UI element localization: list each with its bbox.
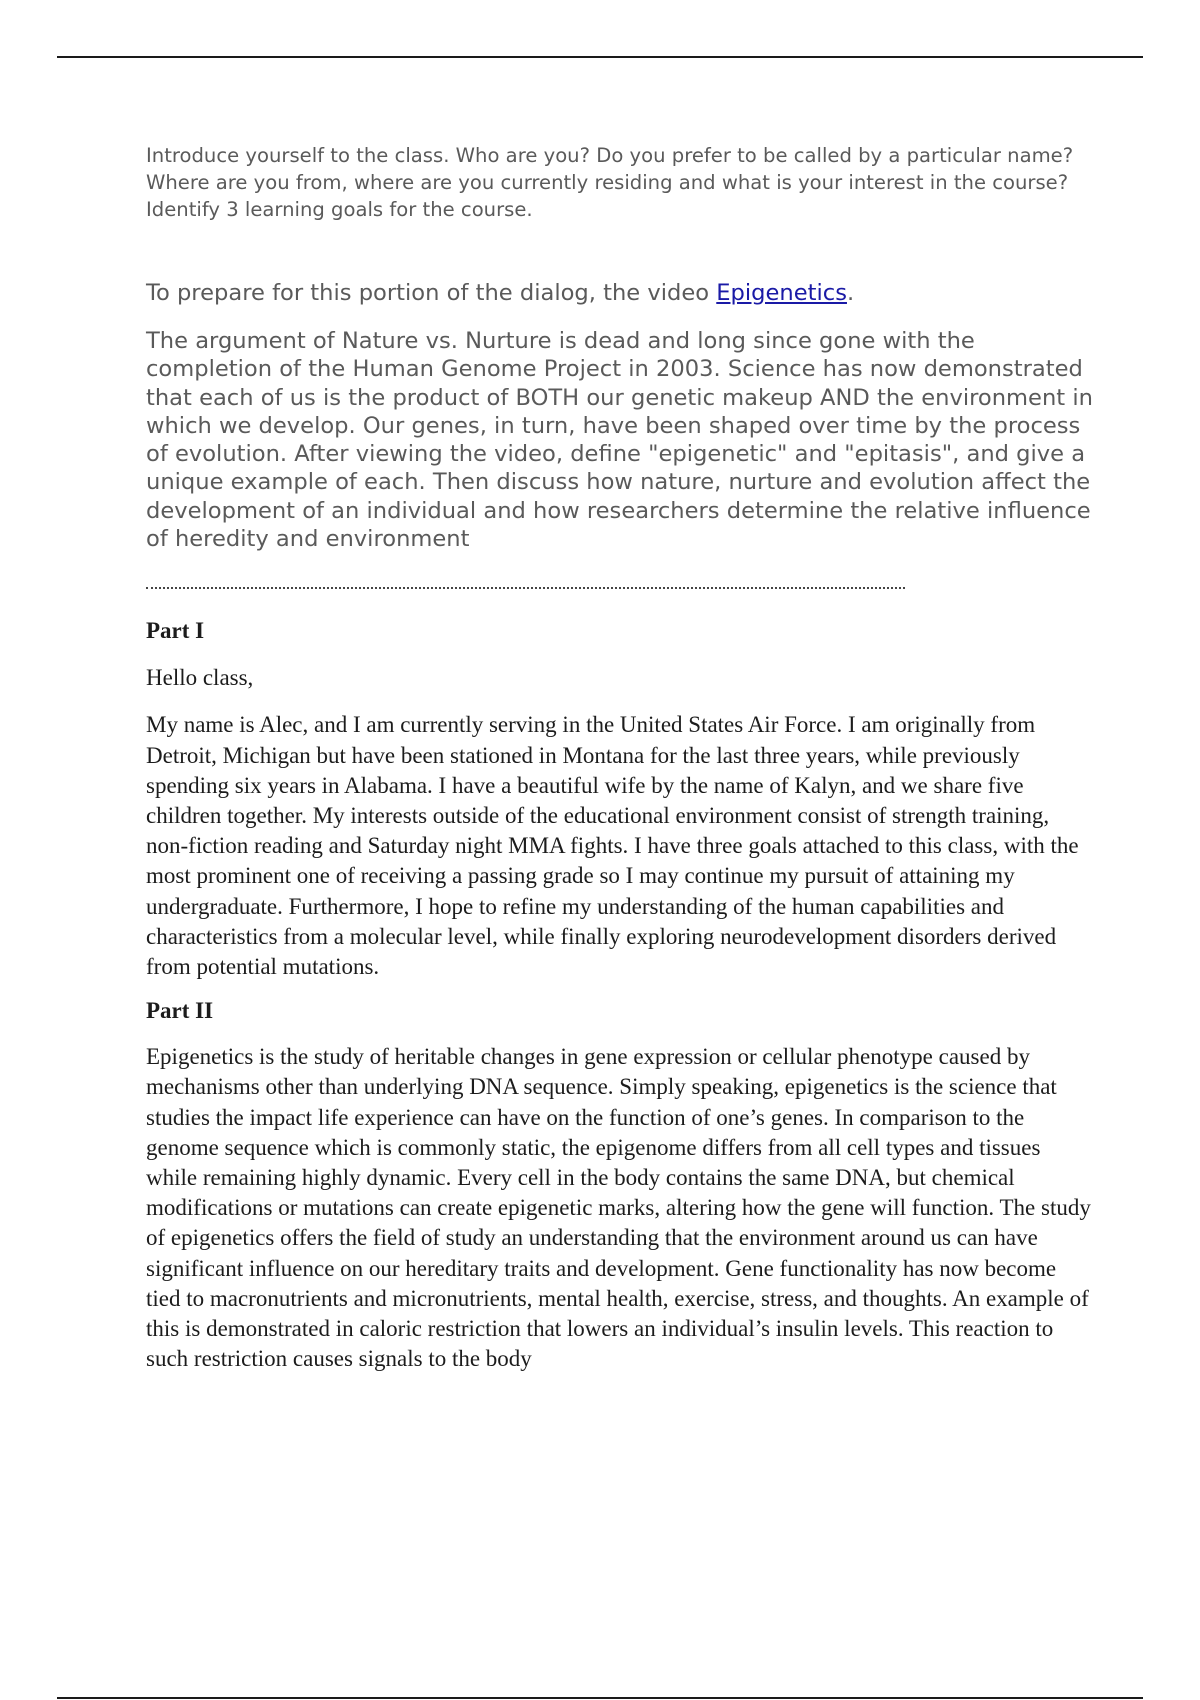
- document-page: [146, 142, 1096, 1374]
- epigenetics-video-link[interactable]: Epigenetics: [716, 280, 847, 306]
- part1-heading: Part I: [146, 618, 205, 644]
- video-suffix: .: [846, 280, 855, 306]
- bottom-rule: [57, 1697, 1143, 1699]
- prompt-intro: Introduce yourself to the class. Who are you? Do you prefer to be called by a particular name? Where are you from, where are you currently residing and what is your interest in the course? Identify 3 learning goals for the course.: [146, 144, 1074, 221]
- greeting: Hello class,: [146, 665, 254, 691]
- prompt-video-line: [146, 278, 1096, 308]
- part2-heading: Part II: [146, 998, 214, 1024]
- part1-body: My name is Alec, and I am currently serving in the United States Air Force. I am originally from Detroit, Michigan but have been stationed in Montana for the last three years, while previously spending six years in Alabama. I have a beautiful wife by the name of Kalyn, and we share five children together. My interests outside of the educational environment consist of strength training, non-fiction reading and Saturday night MMA fights. I have three goals attached to this class, with the most prominent one of receiving a passing grade so I may continue my pursuit of attaining my undergraduate. Furthermore, I hope to refine my understanding of the human capabilities and characteristics from a molecular level, while finally exploring neurodevelopment disorders derived from potential mutations.: [146, 712, 1079, 979]
- prompt-argument: The argument of Nature vs. Nurture is dead and long since gone with the completion of the Human Genome Project in 2003. Science has now demonstrated that each of us is the product of BOTH our genetic makeup AND the environment in which we develop. Our genes, in turn, have been shaped over time by the process of evolution. After viewing the video, define "epigenetic" and "epitasis", and give a unique example of each. Then discuss how nature, nurture and evolution affect the development of an individual and how researchers determine the relative influence of heredity and environment: [146, 328, 1093, 553]
- top-rule: [57, 56, 1143, 58]
- video-prefix: To prepare for this portion of the dialog, the video: [146, 280, 717, 306]
- dotted-divider: [146, 587, 905, 589]
- part2-body: Epigenetics is the study of heritable changes in gene expression or cellular phenotype caused by mechanisms other than underlying DNA sequence. Simply speaking, epigenetics is the science that studies the impact life experience can have on the function of one’s genes. In comparison to the genome sequence which is commonly static, the epigenome differs from all cell types and tissues while remaining highly dynamic. Every cell in the body contains the same DNA, but chemical modifications or mutations can create epigenetic marks, altering how the gene will function. The study of epigenetics offers the field of study an understanding that the environment around us can have significant influence on our hereditary traits and development. Gene functionality has now become tied to macronutrients and micronutrients, mental health, exercise, stress, and thoughts. An example of this is demonstrated in caloric restriction that lowers an individual’s insulin levels. This reaction to such restriction causes signals to the body: [146, 1044, 1091, 1372]
